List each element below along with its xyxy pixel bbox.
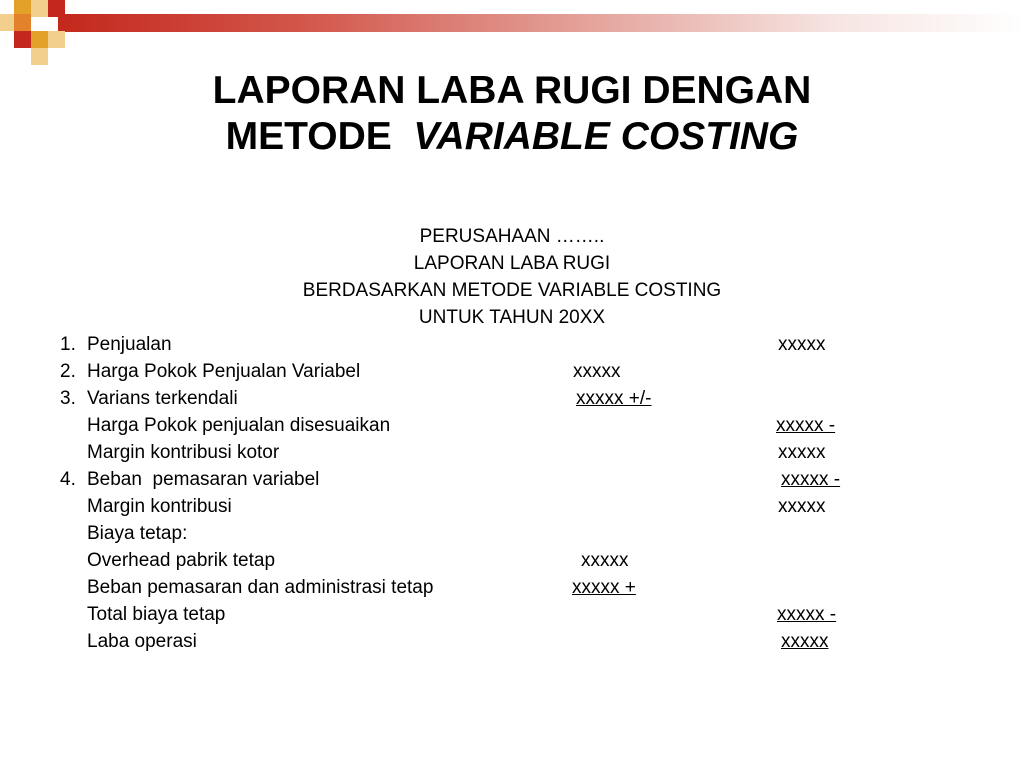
row-subvalue: xxxxx + [572, 577, 636, 598]
row-total-biaya-tetap [0, 604, 1024, 631]
row-label: Margin kontribusi kotor [87, 442, 280, 463]
company-name: PERUSAHAAN …….. [419, 226, 605, 247]
report-period: UNTUK TAHUN 20XX [418, 307, 606, 328]
row-number: 4. [60, 469, 76, 490]
row-value: xxxxx [778, 496, 826, 517]
row-label: Margin kontribusi [87, 496, 232, 517]
row-subvalue: xxxxx +/- [576, 388, 652, 409]
row-number: 2. [60, 361, 76, 382]
header-gradient-bar [58, 14, 1024, 32]
row-label: Total biaya tetap [87, 604, 226, 625]
row-value: xxxxx [778, 442, 826, 463]
slide-title [0, 68, 1024, 160]
title-line-1: LAPORAN LABA RUGI DENGAN [212, 69, 812, 112]
row-label: Biaya tetap: [87, 523, 188, 544]
row-biaya-tetap-heading [0, 523, 1024, 550]
row-margin-kontribusi [0, 496, 1024, 523]
row-subvalue: xxxxx [573, 361, 621, 382]
row-label: Laba operasi [87, 631, 197, 652]
row-label: Harga Pokok penjualan disesuaikan [87, 415, 391, 436]
row-value: xxxxx [778, 334, 826, 355]
report-method: BERDASARKAN METODE VARIABLE COSTING [302, 280, 722, 301]
row-value: xxxxx - [777, 604, 837, 625]
row-penjualan [0, 334, 1024, 361]
row-value: xxxxx [781, 631, 829, 652]
row-beban-tetap [0, 577, 1024, 604]
row-laba-operasi [0, 631, 1024, 658]
row-label: Harga Pokok Penjualan Variabel [87, 361, 361, 382]
row-varians [0, 388, 1024, 415]
row-overhead-tetap [0, 550, 1024, 577]
row-number: 3. [60, 388, 76, 409]
title-italic: VARIABLE COSTING [413, 115, 799, 158]
row-value: xxxxx - [781, 469, 841, 490]
row-beban-pemasaran-variabel [0, 469, 1024, 496]
row-label: Penjualan [87, 334, 172, 355]
row-label: Beban pemasaran variabel [87, 469, 320, 490]
row-label: Beban pemasaran dan administrasi tetap [87, 577, 434, 598]
row-hpp-variabel [0, 361, 1024, 388]
report-name: LAPORAN LABA RUGI [413, 253, 611, 274]
row-label: Varians terkendali [87, 388, 238, 409]
row-hpp-disesuaikan [0, 415, 1024, 442]
title-line-2 [0, 114, 1024, 160]
row-value: xxxxx - [776, 415, 836, 436]
row-label: Overhead pabrik tetap [87, 550, 276, 571]
row-subvalue: xxxxx [581, 550, 629, 571]
row-number: 1. [60, 334, 76, 355]
row-margin-kotor [0, 442, 1024, 469]
title-prefix: METODE [225, 115, 392, 158]
